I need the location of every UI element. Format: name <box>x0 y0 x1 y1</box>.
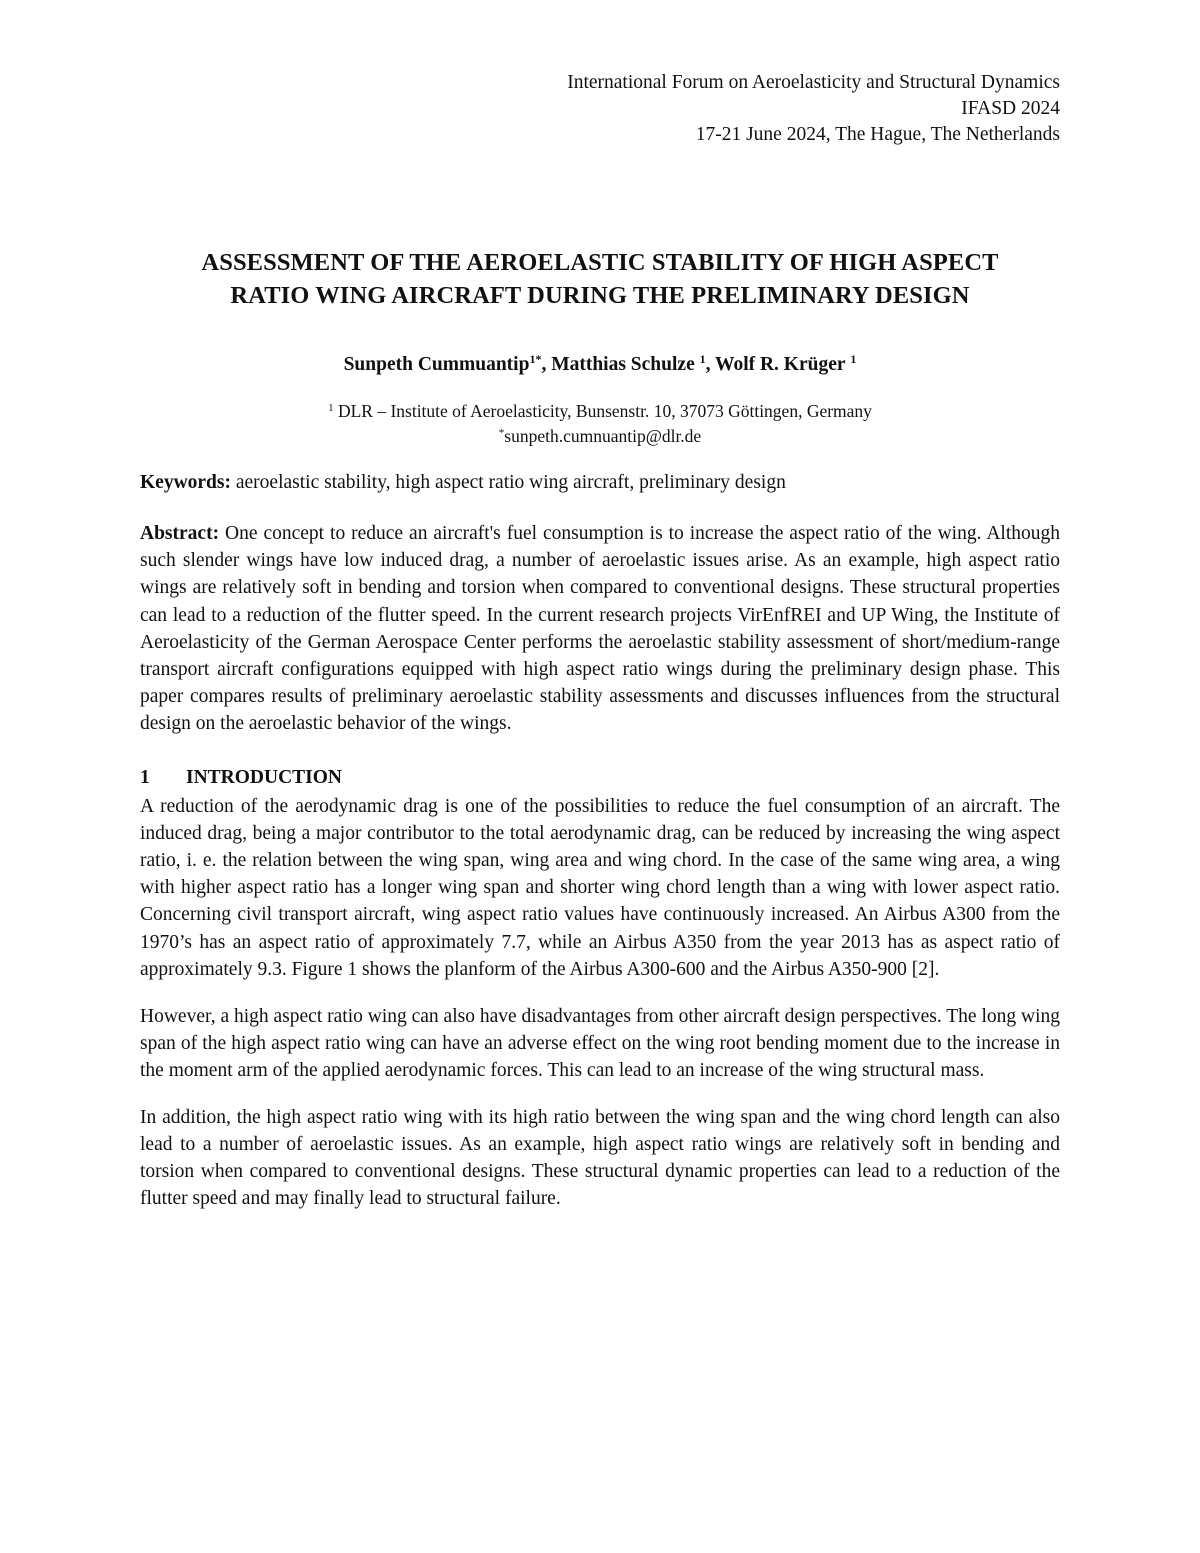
author-affiliation-mark: 1 <box>850 352 857 366</box>
title-line-2: RATIO WING AIRCRAFT DURING THE PRELIMINARY DESIGN <box>230 282 970 309</box>
affiliation-text: DLR – Institute of Aeroelasticity, Bunsenstr. 10, 37073 Göttingen, Germany <box>337 401 872 421</box>
author-list <box>140 352 1060 378</box>
keywords-text: aeroelastic stability, high aspect ratio wing aircraft, preliminary design <box>235 472 786 493</box>
body-paragraph: However, a high aspect ratio wing can also have disadvantages from other aircraft design perspectives. The long wing span of the high aspect ratio wing can have an adverse effect on the wing root bending moment due to the increase in the moment arm of the applied aerodynamic forces. This can lead to an increase of the wing structural mass. <box>140 1005 1060 1081</box>
keywords-label: Keywords: <box>140 472 231 493</box>
section-heading <box>140 764 1060 791</box>
conference-acronym: IFASD 2024 <box>961 98 1060 119</box>
abstract-text: One concept to reduce an aircraft's fuel consumption is to increase the aspect ratio of the wing. Although such slender wings have low induced drag, a number of aeroelastic issues arise. As an example, high aspect ratio wings are relatively soft in bending and torsion when compared to conventional designs. These structural properties can lead to a reduction of the flutter speed. In the current research projects VirEnfREI and UP Wing, the Institute of Aeroelasticity of the German Aerospace Center performs the aeroelastic stability assessment of short/medium-range transport aircraft configurations equipped with high aspect ratio wings during the preliminary design phase. This paper compares results of preliminary aeroelastic stability assessments and discusses influences from the structural design on the aeroelastic behavior of the wings. <box>140 523 1060 735</box>
title-line-1: ASSESSMENT OF THE AEROELASTIC STABILITY OF HIGH ASPECT <box>201 249 999 276</box>
body-paragraph: A reduction of the aerodynamic drag is one of the possibilities to reduce the fuel consumption of an aircraft. The induced drag, being a major contributor to the total aerodynamic drag, can be reduced by increasing the wing aspect ratio, i. e. the relation between the wing span, wing area and wing chord. In the case of the same wing area, a wing with higher aspect ratio has a longer wing span and shorter wing chord length than a wing with lower aspect ratio. Concerning civil transport aircraft, wing aspect ratio values have continuously increased. An Airbus A300 from the 1970’s has an aspect ratio of approximately 7.7, while an Airbus A350 from the year 2013 has as aspect ratio of approximately 9.3. Figure 1 shows the planform of the Airbus A300-600 and the Airbus A350-900 [2]. <box>140 795 1060 980</box>
author-affiliation-mark: 1* <box>529 352 542 366</box>
author-separator: , <box>705 354 716 375</box>
author-name: Wolf R. Krüger <box>715 354 846 375</box>
corresponding-email: sunpeth.cumnuantip@dlr.de <box>504 426 702 446</box>
email-line <box>140 424 1060 449</box>
abstract-label: Abstract: <box>140 523 220 544</box>
abstract <box>140 520 1060 738</box>
body-paragraph: In addition, the high aspect ratio wing with its high ratio between the wing span and the wing chord length can also lead to a number of aeroelastic issues. As an example, high aspect ratio wings are relatively soft in bending and torsion when compared to conventional designs. These structural dynamic properties can lead to a reduction of the flutter speed and may finally lead to structural failure. <box>140 1106 1060 1210</box>
affiliation-block <box>140 399 1060 449</box>
paper-page <box>140 70 1060 1232</box>
section-title: INTRODUCTION <box>186 766 343 788</box>
conference-name: International Forum on Aeroelasticity and Structural Dynamics <box>567 72 1060 93</box>
affiliation-line <box>140 399 1060 424</box>
conference-header <box>140 70 1060 148</box>
author-separator: , <box>541 354 552 375</box>
author-name: Sunpeth Cummuantip <box>343 354 530 375</box>
affiliation-mark: 1 <box>328 402 334 414</box>
section-number: 1 <box>140 766 150 788</box>
paper-title <box>140 246 1060 312</box>
keywords <box>140 469 1060 496</box>
author-name: Matthias Schulze <box>551 354 695 375</box>
author-affiliation-mark: 1 <box>699 352 706 366</box>
conference-date-location: 17-21 June 2024, The Hague, The Netherlands <box>695 124 1060 145</box>
corresponding-mark: * <box>498 427 505 439</box>
